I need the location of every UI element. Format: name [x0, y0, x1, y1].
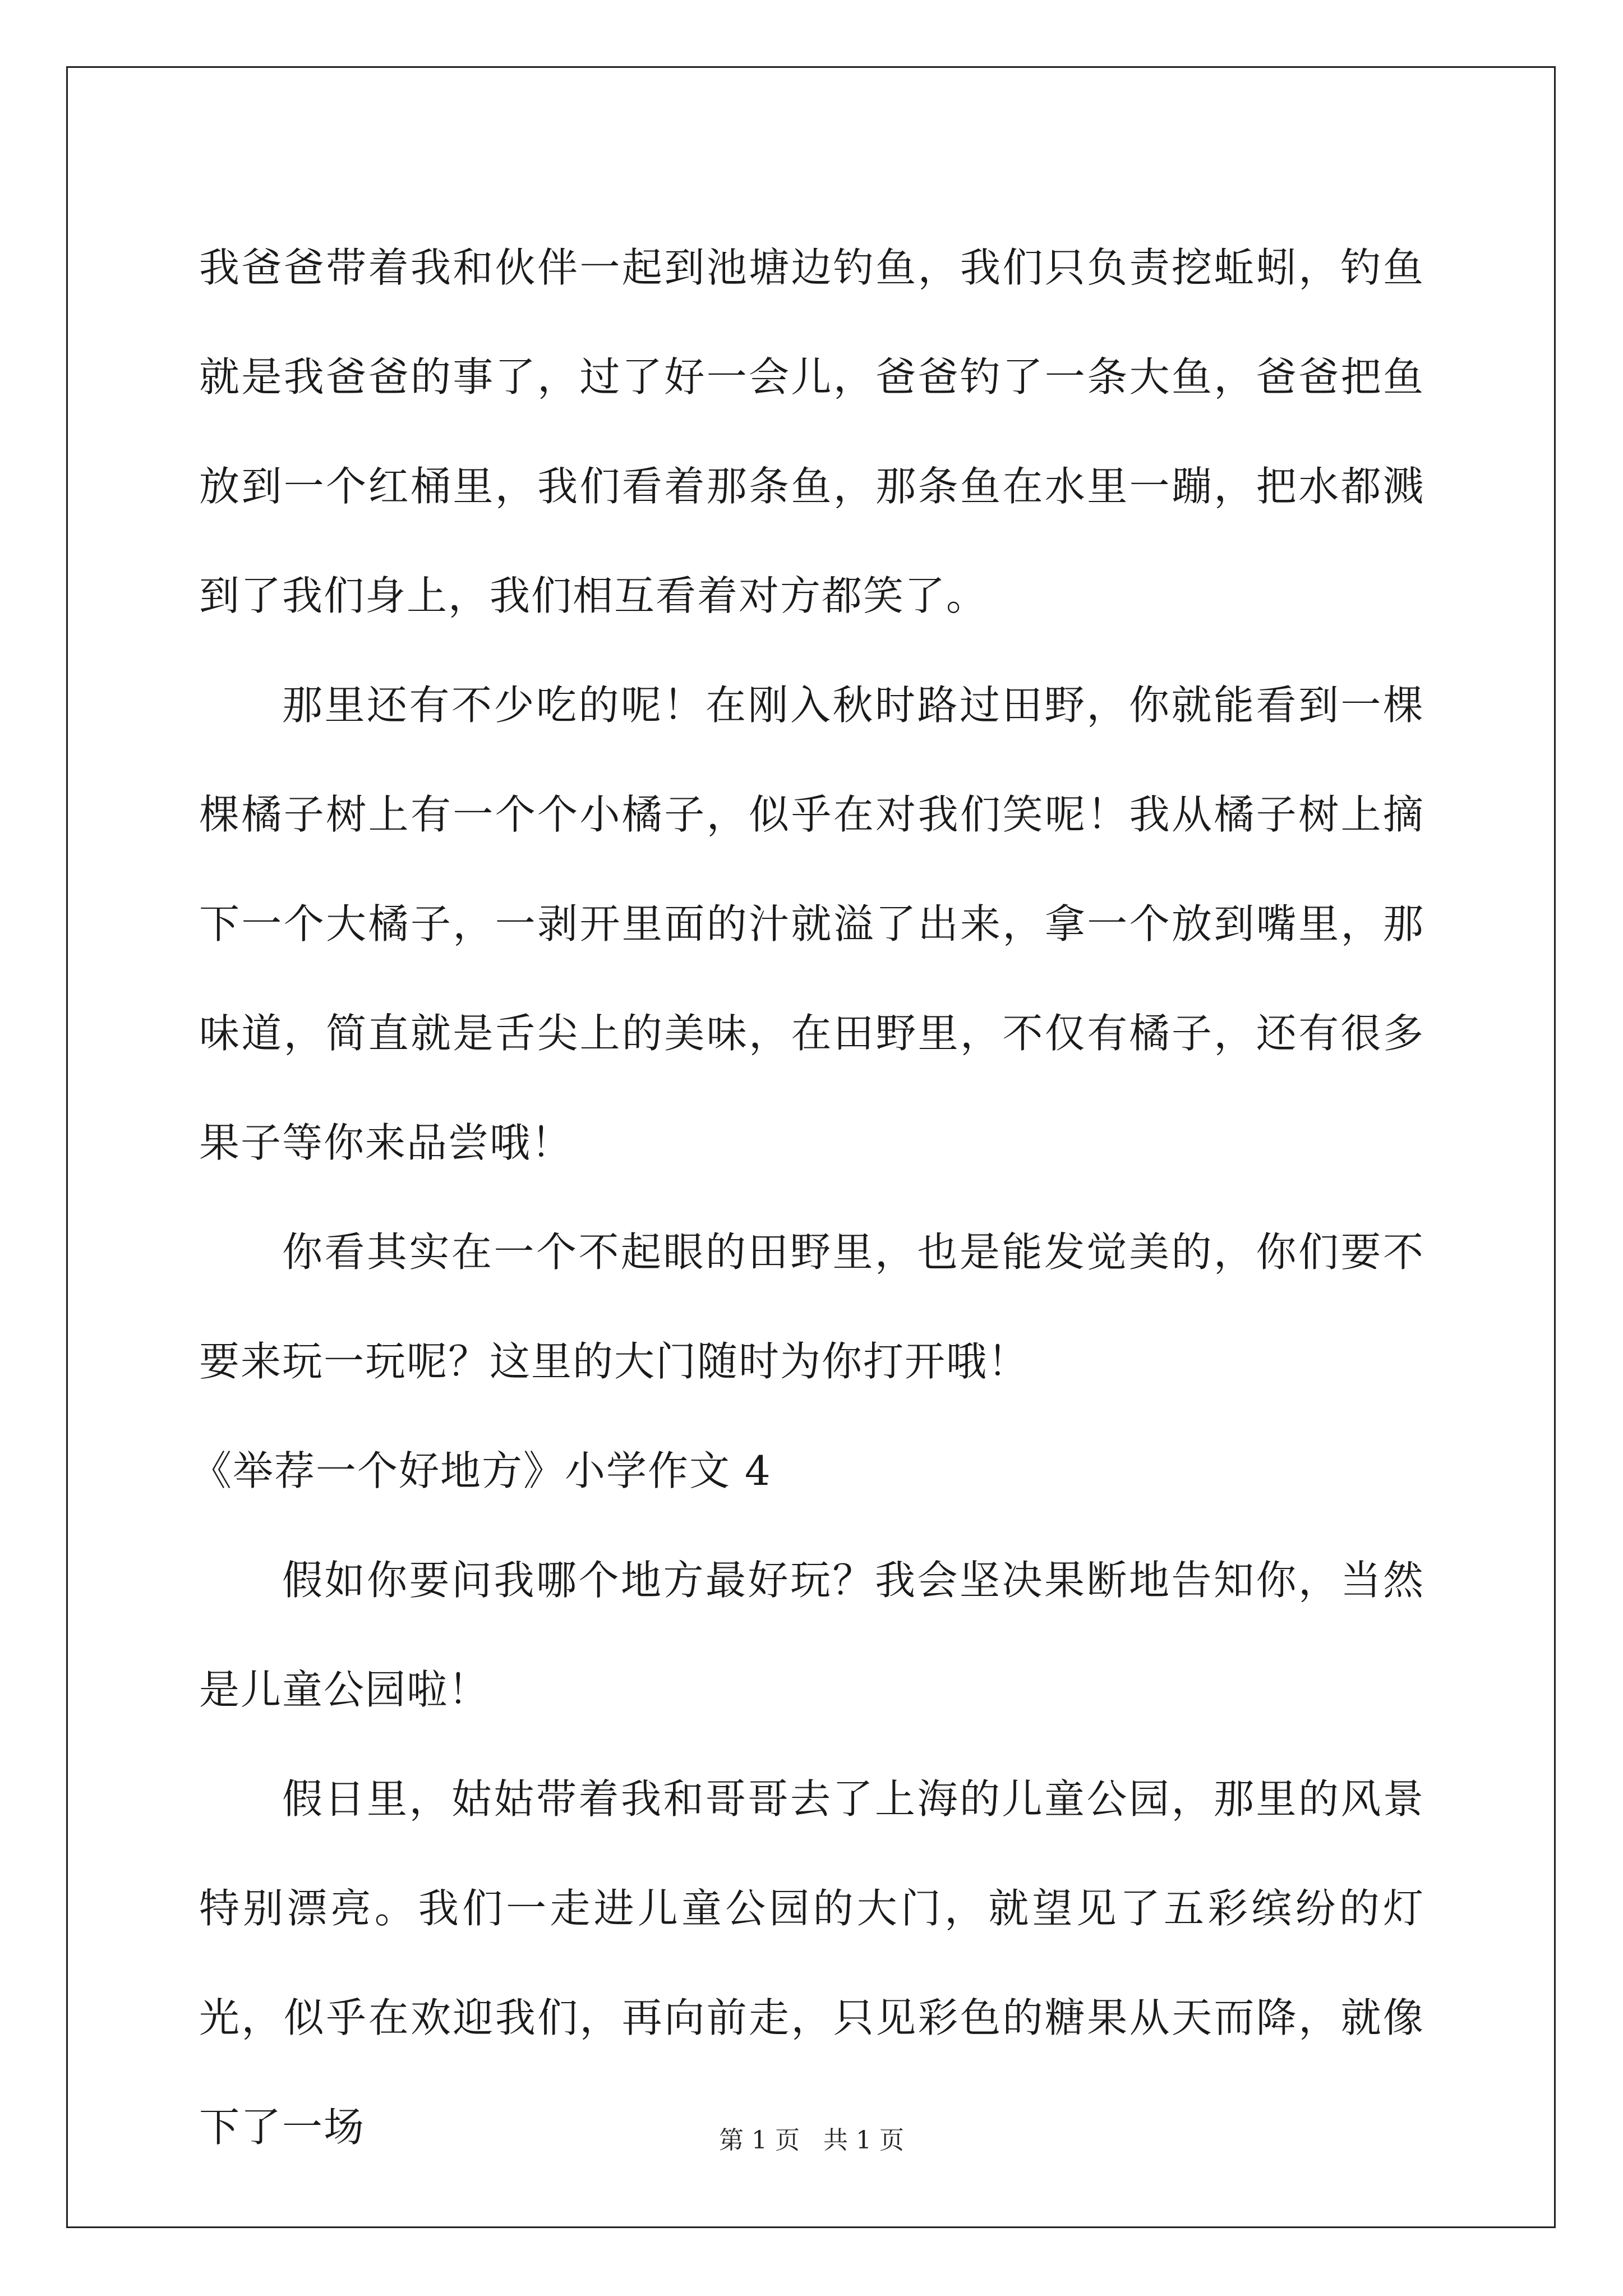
document-body: [191, 213, 1424, 2182]
page-number: 第 1 页: [719, 2126, 800, 2155]
paragraph-invitation: 你看其实在一个不起眼的田野里，也是能发觉美的，你们要不要来玩一玩呢？这里的大门随时为你打开哦！: [199, 1228, 1424, 1385]
page-footer: [0, 2124, 1623, 2157]
paragraph-oranges: 那里还有不少吃的呢！在刚入秋时路过田野，你就能看到一棵棵橘子树上有一个个小橘子，似乎在对我们笑呢！我从橘子树上摘下一个大橘子，一剥开里面的汁就溢了出来，拿一个放到嘴里，那味道，简直就是舌尖上的美味，在田野里，不仅有橘子，还有很多果子等你来品尝哦！: [199, 682, 1424, 1166]
paragraph-park-intro: 假如你要问我哪个地方最好玩？我会坚决果断地告知你，当然是儿童公园啦！: [199, 1557, 1424, 1713]
paragraph-park-visit: 假日里，姑姑带着我和哥哥去了上海的儿童公园，那里的风景特别漂亮。我们一走进儿童公园的大门，就望见了五彩缤纷的灯光，似乎在欢迎我们，再向前走，只见彩色的糖果从天而降，就像下了一场: [199, 1775, 1424, 2151]
paragraph-fishing: 我爸爸带着我和伙伴一起到池塘边钓鱼，我们只负责挖蚯蚓，钓鱼就是我爸爸的事了，过了好一会儿，爸爸钓了一条大鱼，爸爸把鱼放到一个红桶里，我们看着那条鱼，那条鱼在水里一蹦，把水都溅到了我们身上，我们相互看着对方都笑了。: [199, 244, 1424, 619]
section-title: 《举荐一个好地方》小学作文 4: [191, 1447, 772, 1494]
page-total: 共 1 页: [823, 2126, 904, 2155]
